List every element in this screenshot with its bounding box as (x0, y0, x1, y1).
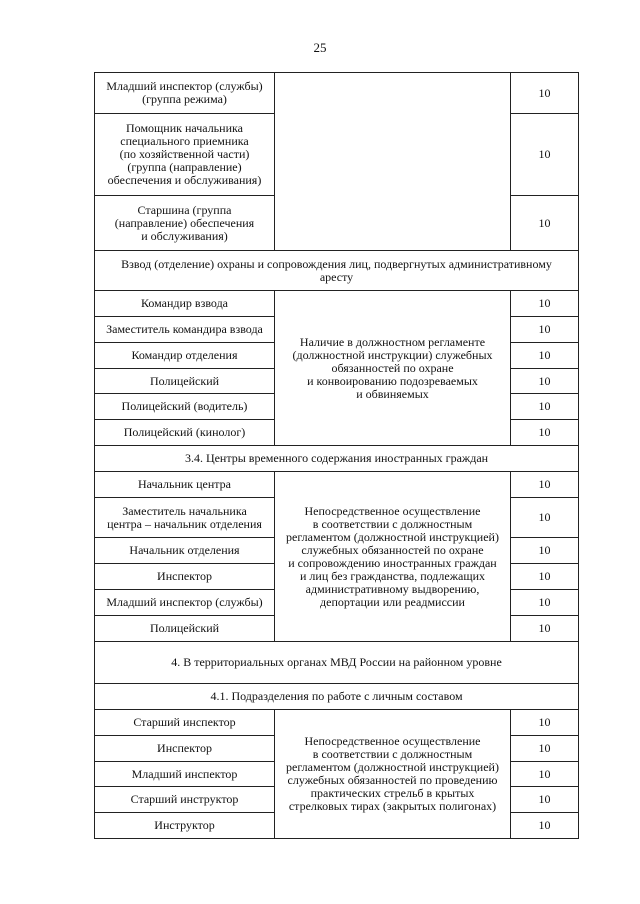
position-cell: Инспектор (95, 736, 275, 762)
requirement-cell: Непосредственное осуществление в соответствии с должностным регламентом (должностной инструкцией) служебных обязанностей по проведению практических стрельб в крытых стрелковых тирах (закрытых полигонах) (275, 710, 511, 839)
position-cell: Инструктор (95, 813, 275, 839)
position-cell: Командир взвода (95, 291, 275, 317)
value-cell: 10 (511, 538, 579, 564)
value-cell: 10 (511, 73, 579, 114)
table-row (95, 291, 579, 317)
page-number: 25 (313, 40, 327, 55)
position-cell: Заместитель командира взвода (95, 317, 275, 343)
section-header-row (95, 251, 579, 291)
positions-table (94, 72, 579, 839)
value-cell: 10 (511, 616, 579, 642)
section-title: 3.4. Центры временного содержания иностранных граждан (95, 446, 579, 472)
position-cell: Начальник центра (95, 472, 275, 498)
value-cell: 10 (511, 317, 579, 343)
section-title: 4. В территориальных органах МВД России на районном уровне (95, 642, 579, 684)
position-cell: Инспектор (95, 564, 275, 590)
section-header-row (95, 642, 579, 684)
position-cell: Полицейский (кинолог) (95, 420, 275, 446)
value-cell: 10 (511, 343, 579, 369)
value-cell: 10 (511, 813, 579, 839)
requirement-cell-empty (275, 73, 511, 251)
position-cell: Старший инспектор (95, 710, 275, 736)
section-title: Взвод (отделение) охраны и сопровождения лиц, подвергнутых административному аресту (95, 251, 579, 291)
value-cell: 10 (511, 420, 579, 446)
position-cell: Полицейский (водитель) (95, 394, 275, 420)
position-cell: Младший инспектор (95, 762, 275, 787)
position-cell: Старший инструктор (95, 787, 275, 813)
position-cell: Младший инспектор (службы) (95, 590, 275, 616)
value-cell: 10 (511, 394, 579, 420)
section-header-row (95, 446, 579, 472)
table-row (95, 73, 579, 114)
position-cell: Полицейский (95, 616, 275, 642)
position-cell: Младший инспектор (службы) (группа режима) (95, 73, 275, 114)
section-header-row (95, 684, 579, 710)
value-cell: 10 (511, 710, 579, 736)
value-cell: 10 (511, 114, 579, 196)
position-cell: Старшина (группа (направление) обеспечения и обслуживания) (95, 196, 275, 251)
value-cell: 10 (511, 472, 579, 498)
position-cell: Заместитель начальника центра – начальник отделения (95, 498, 275, 538)
value-cell: 10 (511, 498, 579, 538)
position-cell: Помощник начальника специального приемника (по хозяйственной части) (группа (направление) обеспечения и обслуживания) (95, 114, 275, 196)
position-cell: Командир отделения (95, 343, 275, 369)
value-cell: 10 (511, 291, 579, 317)
requirement-cell: Наличие в должностном регламенте (должностной инструкции) служебных обязанностей по охране и конвоированию подозреваемых и обвиняемых (275, 291, 511, 446)
value-cell: 10 (511, 196, 579, 251)
value-cell: 10 (511, 564, 579, 590)
position-cell: Начальник отделения (95, 538, 275, 564)
section-title: 4.1. Подразделения по работе с личным составом (95, 684, 579, 710)
position-cell: Полицейский (95, 369, 275, 394)
value-cell: 10 (511, 762, 579, 787)
table-row (95, 472, 579, 498)
value-cell: 10 (511, 787, 579, 813)
value-cell: 10 (511, 590, 579, 616)
table-row (95, 710, 579, 736)
requirement-cell: Непосредственное осуществление в соответствии с должностным регламентом (должностной инструкцией) служебных обязанностей по охране и сопровождению иностранных граждан и лиц без гражданства, подлежащих административному выдворению, депортации или реадмиссии (275, 472, 511, 642)
value-cell: 10 (511, 736, 579, 762)
value-cell: 10 (511, 369, 579, 394)
